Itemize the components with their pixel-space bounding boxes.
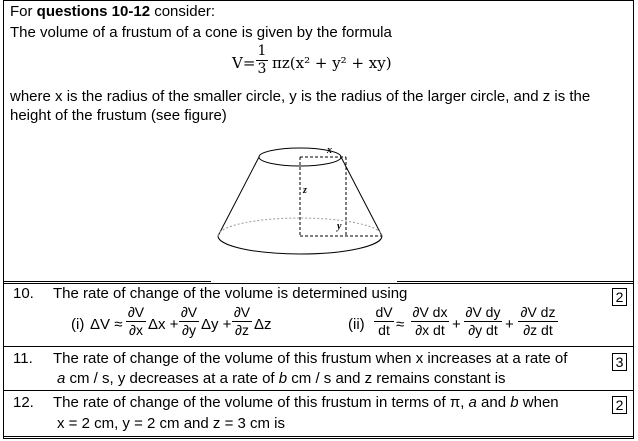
part-i-term-2-frac: ∂V ∂y xyxy=(180,304,198,338)
part-i-term-3-frac: ∂V ∂z xyxy=(233,304,251,338)
intro-line-1: For questions 10-12 consider: xyxy=(10,3,216,20)
divider-main xyxy=(3,283,634,284)
divider-right xyxy=(397,281,634,282)
q11-marks: 3 xyxy=(612,353,627,371)
q11-line-1: The rate of change of the volume of this frustum when x increases at a rate of xyxy=(53,350,568,367)
part-ii-label: (ii) xyxy=(348,316,365,333)
q12-line-1: The rate of change of the volume of this frustum in terms of π, a and b when xyxy=(53,394,559,411)
formula-body: πz(x² + y² + xy) xyxy=(272,54,392,72)
q11-number: 11. xyxy=(13,350,33,367)
intro-line-4: height of the frustum (see figure) xyxy=(10,107,227,124)
part-i-lhs: ΔV ≈ xyxy=(90,316,123,333)
part-i-term-2-after: Δy + xyxy=(201,316,232,333)
label-x: x xyxy=(327,145,332,156)
label-z: z xyxy=(303,185,307,196)
part-i-term-1-frac: ∂V ∂x xyxy=(127,304,145,338)
part-ii-term-2-after: + xyxy=(505,316,514,333)
divider-bottom xyxy=(3,436,634,437)
label-y: y xyxy=(337,221,342,232)
part-i-term-3-after: Δz xyxy=(254,316,272,333)
formula-lhs: V= xyxy=(232,54,256,72)
divider-q11-q12 xyxy=(3,390,634,391)
intro-line-2: The volume of a frustum of a cone is given by the formula xyxy=(10,24,392,41)
q10-number: 10. xyxy=(13,285,34,302)
intro-line-3: where x is the radius of the smaller circle, y is the radius of the larger circle, and z is the xyxy=(10,88,591,105)
q12-line-2: x = 2 cm, y = 2 cm and z = 3 cm is xyxy=(57,415,285,432)
q10-marks: 2 xyxy=(612,288,627,306)
q12-marks: 2 xyxy=(612,396,627,414)
bottom-circle-front xyxy=(218,236,382,254)
part-ii-term-1-after: + xyxy=(452,316,461,333)
questions-range: questions 10-12 xyxy=(36,3,151,20)
frustum-figure xyxy=(210,140,410,265)
divider-left xyxy=(3,281,211,282)
part-ii-approx: ≈ xyxy=(396,316,405,333)
part-i-term-1-after: Δx + xyxy=(148,316,179,333)
part-i-label: (i) xyxy=(71,316,85,333)
q11-line-2: a cm / s, y decreases at a rate of b cm / s and z remains constant is xyxy=(57,370,506,387)
part-ii-term-3-frac: ∂V dz ∂z dt xyxy=(518,305,558,338)
part-ii-term-1-frac: ∂V dx ∂x dt xyxy=(412,304,448,338)
divider-q10-q11 xyxy=(3,346,634,347)
part-ii-term-2-frac: ∂V dy ∂y dt xyxy=(465,304,501,338)
formula-fraction: 1 3 xyxy=(257,43,267,77)
q12-number: 12. xyxy=(13,394,34,411)
part-ii-lhs-frac: dV dt xyxy=(375,304,393,338)
q10-text: The rate of change of the volume is determined using xyxy=(53,285,408,302)
